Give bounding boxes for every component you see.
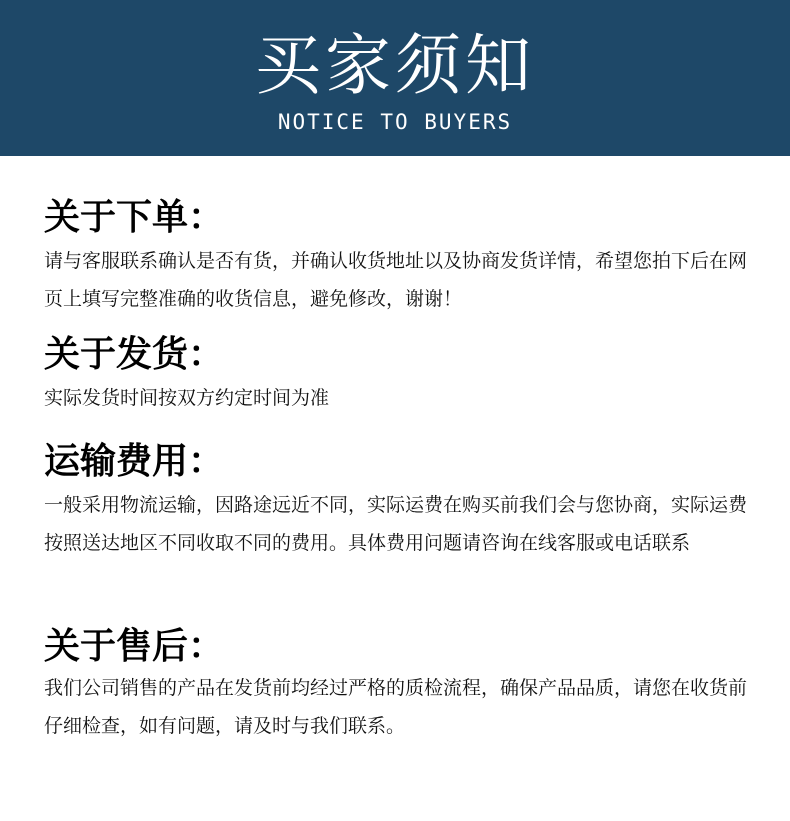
section-heading-after-sales: 关于售后：	[44, 626, 225, 667]
header-banner	[0, 0, 790, 156]
section-ordering	[44, 196, 754, 318]
section-body-after-sales: 我们公司销售的产品在发货前均经过严格的质检流程，确保产品品质，请您在收货前仔细检查，如有问题，请及时与我们联系。	[44, 677, 748, 737]
section-body-freight-cost: 一般采用物流运输，因路途远近不同，实际运费在购买前我们会与您协商，实际运费按照送达地区不同收取不同的费用。具体费用问题请咨询在线客服或电话联系	[44, 494, 748, 554]
section-freight-cost	[44, 440, 754, 562]
section-body-ordering: 请与客服联系确认是否有货，并确认收货地址以及协商发货详情，希望您拍下后在网页上填写完整准确的收货信息，避免修改，谢谢！	[44, 250, 748, 310]
banner-subtitle: NOTICE TO BUYERS	[277, 110, 513, 134]
section-heading-shipping: 关于发货：	[44, 334, 225, 375]
section-heading-freight-cost: 运输费用：	[44, 441, 225, 482]
section-shipping	[44, 333, 754, 417]
section-body-shipping: 实际发货时间按双方约定时间为准	[44, 387, 330, 409]
section-heading-ordering: 关于下单：	[44, 197, 225, 238]
banner-title: 买家须知	[255, 27, 535, 104]
section-after-sales	[44, 625, 754, 745]
